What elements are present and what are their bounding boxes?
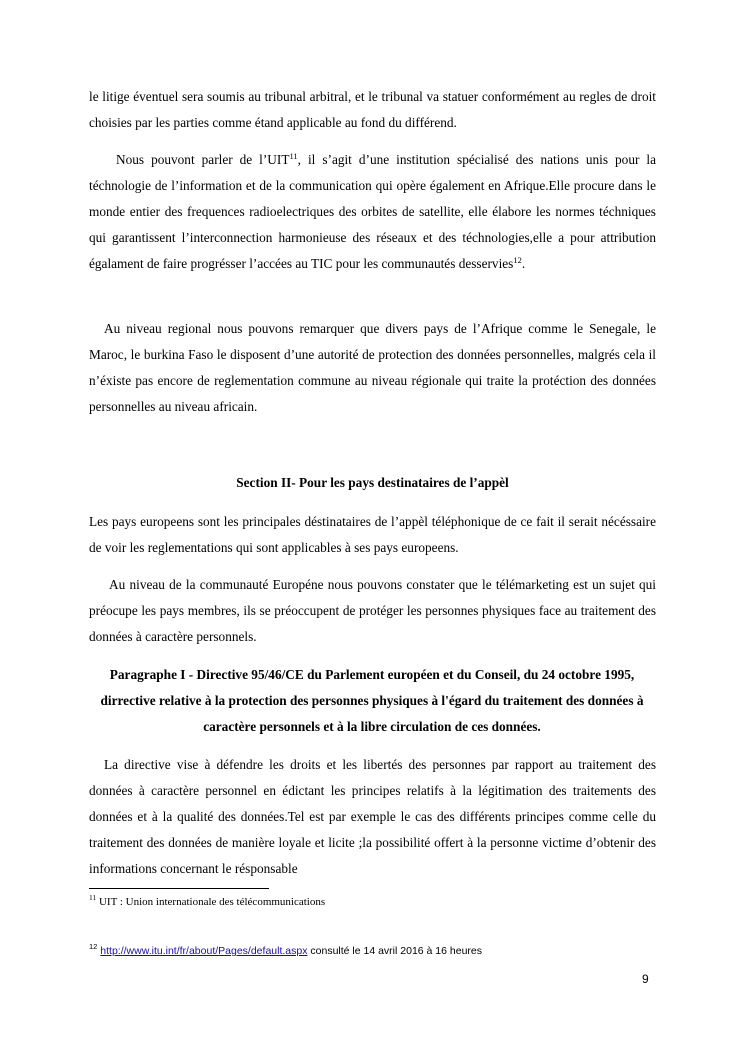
paragraph-uit <box>89 147 656 277</box>
footnote-11-number: 11 <box>89 893 97 902</box>
footnote-ref-12[interactable]: 12 <box>513 255 522 265</box>
paragraph-uit-text-a: Nous pouvont parler de l’UIT <box>116 152 290 167</box>
footnote-12-text: consulté le 14 avril 2016 à 16 heures <box>307 945 483 957</box>
paragraph-arbitration: le litige éventuel sera soumis au tribunal arbitral, et le tribunal va statuer conformément au regles de droit choisies par les parties comme étand applicable au fond du différend. <box>89 89 656 130</box>
footnote-12 <box>89 942 483 957</box>
paragraph-european-community: Au niveau de la communauté Européne nous pouvons constater que le télémarketing est un sujet qui préocupe les pays membres, ils se préoccupent de protéger les personnes physiques face au traitement des données à caractère personnels. <box>89 577 656 644</box>
footnote-12-number: 12 <box>89 942 98 951</box>
section-title: Section II- Pour les pays destinataires de l’appèl <box>236 475 509 490</box>
paragraph-regional: Au niveau regional nous pouvons remarquer que divers pays de l’Afrique comme le Senegale, le Maroc, le burkina Faso le disposent d’une autorité de protection des données personnelles, malgrés cela il n’éxiste pas encore de reglementation commune au niveau régionale qui traite la protéction des données personnelles au niveau africain. <box>89 321 656 414</box>
footnote-11 <box>89 893 326 908</box>
footnote-11-text: UIT : Union internationale des télécommunications <box>96 896 326 908</box>
footnote-ref-11[interactable]: 11 <box>289 151 298 161</box>
footnote-12-link[interactable]: http://www.itu.int/fr/about/Pages/default.aspx <box>100 945 308 957</box>
paragraph-heading-directive: Paragraphe I - Directive 95/46/CE du Parlement européen et du Conseil, du 24 octobre 1995, dirrective relative à la protection des personnes physiques à l'égard du traitement des données à caractère personnels et à la libre circulation de ces données. <box>100 667 644 734</box>
page-number: 9 <box>642 972 649 986</box>
footnote-separator <box>89 888 269 889</box>
paragraph-european-recipients: Les pays europeens sont les principales déstinataires de l’appèl téléphonique de ce fait il serait nécéssaire de voir les reglementations qui sont applicables à ses pays europeens. <box>89 514 656 555</box>
paragraph-uit-text-b: , il s’agit d’une institution spécialisé des nations unis pour la téchnologie de l’information et de la communication qui opère également en Afrique.Elle procure dans le monde entier des frequences radioelectriques des orbites de satellite, elle élabore les normes téchniques qui garantissent l’interconnection harmonieuse des réseaux et des téchnologies,elle a pour attribution égalament de faire progrésser l’accées au TIC pour les communautés desservies <box>89 152 656 271</box>
paragraph-directive-body: La directive vise à défendre les droits et les libertés des personnes par rapport au traitement des données à caractère personnel en édictant les principes relatifs à la légitimation des traitements des données et à la qualité des données.Tel est par exemple le cas des différents principes comme celle du traitement des données de manière loyale et licite ;la possibilité offert à la personne victime d’obtenir des informations concernant le résponsable <box>89 757 656 876</box>
paragraph-uit-text-c: . <box>521 256 526 271</box>
